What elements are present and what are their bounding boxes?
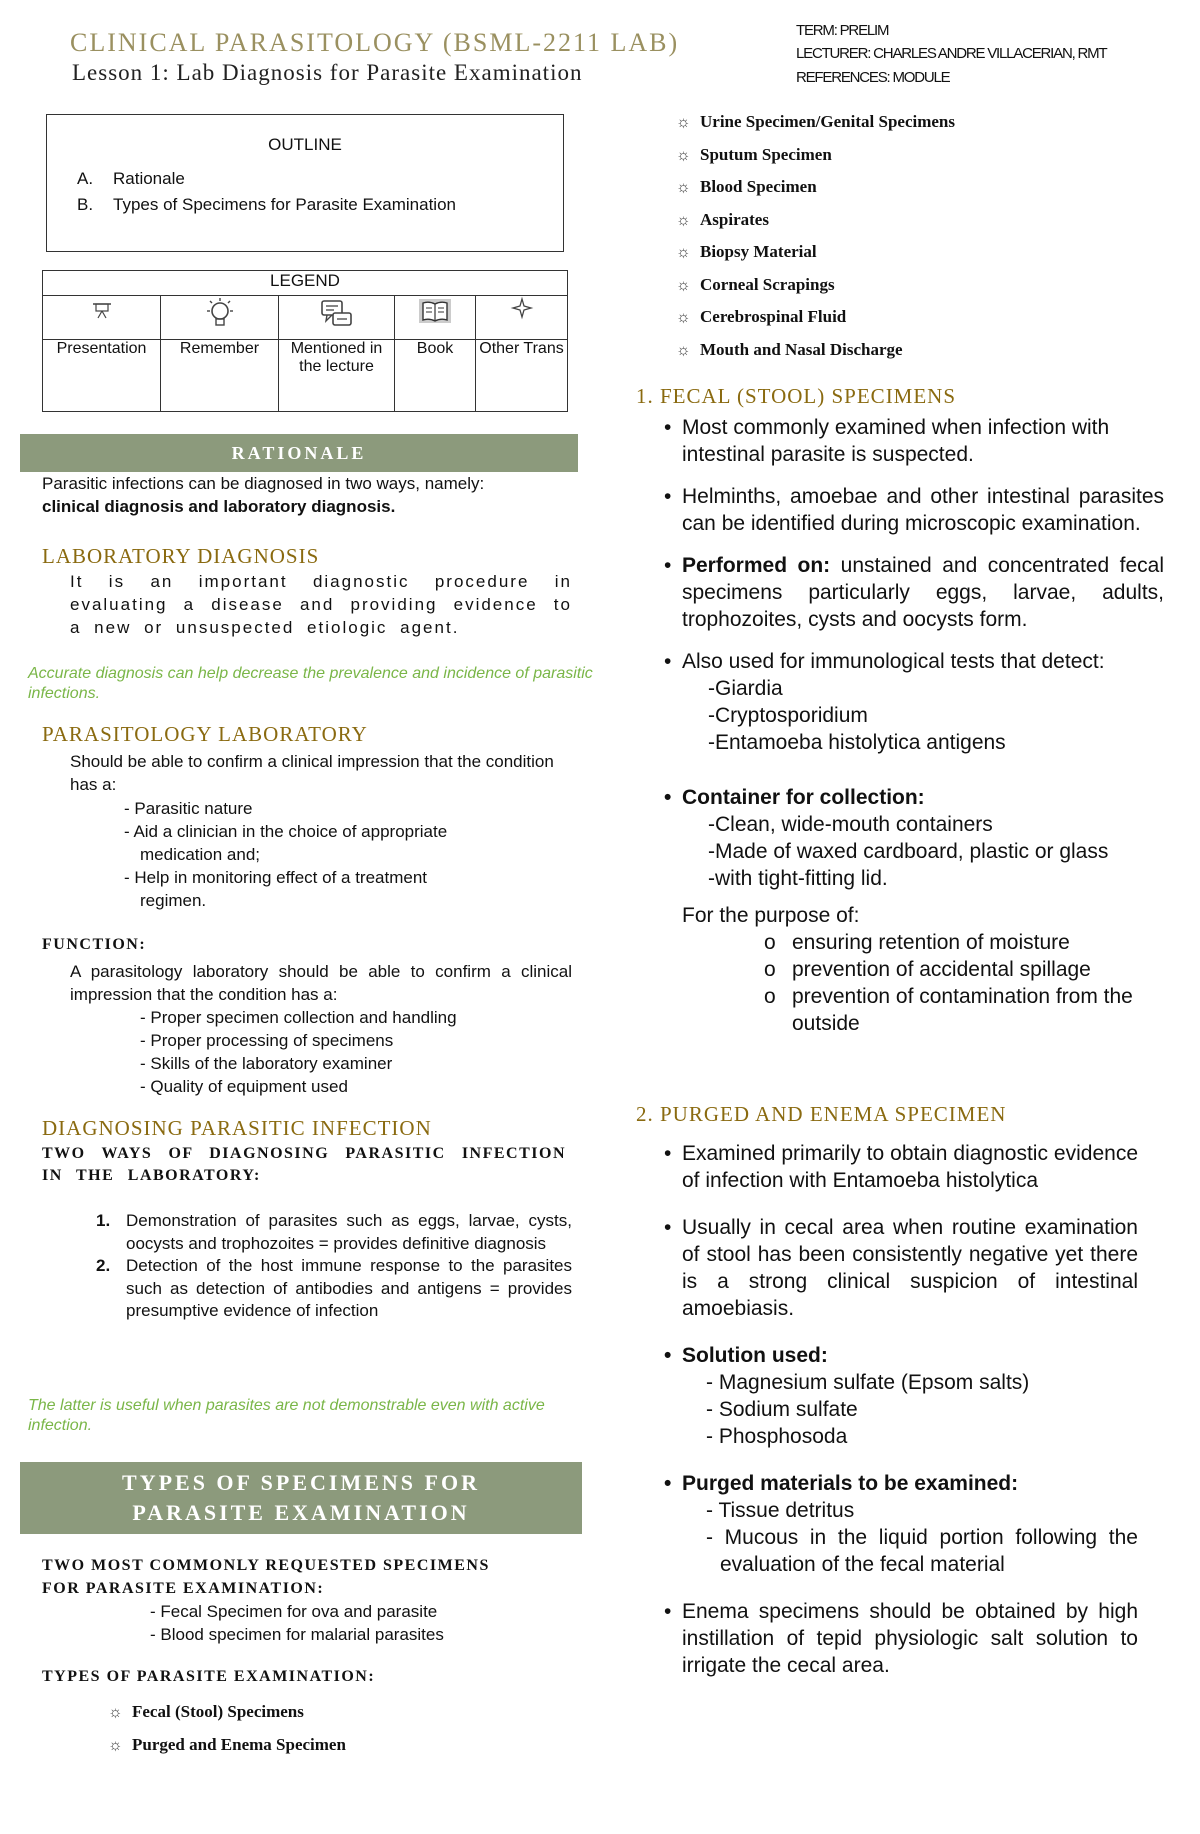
rationale-intro: Parasitic infections can be diagnosed in two ways, namely: clinical diagnosis and laboratory diagnosis. <box>42 474 485 516</box>
lightbulb-icon: ☼ <box>676 309 691 326</box>
legend-label: Other Trans <box>476 340 568 412</box>
lightbulb-icon: ☼ <box>676 114 691 131</box>
exam-types-list-left <box>108 1696 346 1761</box>
outline-item: B. Types of Specimens for Parasite Examination <box>77 195 456 214</box>
list-item: • Performed on: unstained and concentrated fecal specimens particularly eggs, larvae, adults, trophozoites, cysts and oocysts form. <box>664 552 1164 633</box>
list-item: • Solution used: <box>664 1342 1138 1369</box>
list-item: ☼ Cerebrospinal Fluid <box>676 301 955 334</box>
exam-types-heading: TYPES OF PARASITE EXAMINATION: <box>42 1668 376 1685</box>
list-item: ☼ Purged and Enema Specimen <box>108 1729 346 1762</box>
types-banner: TYPES OF SPECIMENS FOR PARASITE EXAMINATION <box>20 1462 582 1534</box>
function-list <box>140 1006 570 1098</box>
list-item: ☼ Aspirates <box>676 204 955 237</box>
purpose-list: o ensuring retention of moisture o prevention of accidental spillage o prevention of contamination from the outside <box>764 931 1133 1035</box>
list-item: - Blood specimen for malarial parasites <box>150 1625 444 1644</box>
list-item: - Proper processing of specimens <box>140 1031 394 1050</box>
list-item: ☼ Urine Specimen/Genital Specimens <box>676 106 955 139</box>
list-item: • Container for collection: <box>664 784 1164 811</box>
lightbulb-icon: ☼ <box>676 179 691 196</box>
solution-list: - Magnesium sulfate (Epsom salts) - Sodium sulfate - Phosphosoda <box>706 1371 1030 1448</box>
purged-section <box>664 1140 1138 1679</box>
parasitology-lab-heading: PARASITOLOGY LABORATORY <box>42 722 368 746</box>
chat-icon <box>279 296 395 340</box>
outline-item: A. Rationale <box>77 169 185 188</box>
list-item: • Also used for immunological tests that detect: <box>664 648 1164 675</box>
lightbulb-icon: ☼ <box>108 1736 123 1754</box>
legend-label: Remember <box>161 340 279 412</box>
lab-diagnosis-text: It is an important diagnostic procedure in evaluating a disease and providing evidence to a new or unsuspected etiologic agent. <box>70 572 572 637</box>
list-item: • Helminths, amoebae and other intestinal parasites can be identified during microscopic examination. <box>664 483 1164 537</box>
course-title: CLINICAL PARASITOLOGY (BSML-2211 LAB) <box>70 28 680 57</box>
fecal-heading: 1. FECAL (STOOL) SPECIMENS <box>636 384 957 408</box>
legend-label: Presentation <box>43 340 161 412</box>
function-heading: FUNCTION: <box>42 936 147 953</box>
list-item: • Usually in cecal area when routine examination of stool has been consistently negative yet there is a strong clinical suspicion of intestinal amoebiasis. <box>664 1214 1138 1322</box>
list-item: ☼ Sputum Specimen <box>676 139 955 172</box>
common-specimens-heading: TWO MOST COMMONLY REQUESTED SPECIMENS FOR PARASITE EXAMINATION: <box>42 1557 490 1597</box>
legend-label: Mentioned in the lecture <box>279 340 395 412</box>
list-item: - Skills of the laboratory examiner <box>140 1054 393 1073</box>
legend-table <box>42 270 568 412</box>
legend-label: Book <box>395 340 476 412</box>
fecal-section <box>664 414 1164 1037</box>
list-item: - Quality of equipment used <box>140 1077 348 1096</box>
lab-diagnosis-heading: LABORATORY DIAGNOSIS <box>42 544 320 568</box>
lightbulb-icon: ☼ <box>676 276 691 294</box>
diagnosing-heading: DIAGNOSING PARASITIC INFECTION <box>42 1116 432 1140</box>
list-item: 1. Demonstration of parasites such as eggs, larvae, cysts, oocysts and trophozoites = provides definitive diagnosis <box>96 1211 572 1253</box>
list-item: - Fecal Specimen for ova and parasite <box>150 1602 438 1621</box>
list-item: • Most commonly examined when infection with intestinal parasite is suspected. <box>664 414 1164 468</box>
lightbulb-icon: ☼ <box>676 146 691 164</box>
outline-title: OUTLINE <box>268 135 342 154</box>
two-ways-heading: TWO WAYS OF DIAGNOSING PARASITIC INFECTION IN THE LABORATORY: <box>42 1145 566 1184</box>
legend-title: LEGEND <box>43 271 568 296</box>
list-item: medication and; <box>140 845 261 864</box>
list-item: regimen. <box>140 891 207 910</box>
list-item: ☼ Corneal Scrapings <box>676 269 955 302</box>
list-item: - Help in monitoring effect of a treatment <box>124 868 428 887</box>
latter-note: The latter is useful when parasites are not demonstrable even with active infection. <box>28 1397 545 1434</box>
outline-box <box>46 114 564 252</box>
container-list: -Clean, wide-mouth containers -Made of waxed cardboard, plastic or glass -with tight-fitting lid. <box>708 813 1109 890</box>
purged-heading: 2. PURGED AND ENEMA SPECIMEN <box>636 1102 1007 1126</box>
list-item: ☼ Blood Specimen <box>676 171 955 204</box>
list-item: • Examined primarily to obtain diagnostic evidence of infection with Entamoeba histolytica <box>664 1140 1138 1194</box>
list-item: - Parasitic nature <box>124 799 253 818</box>
two-ways-list <box>96 1210 572 1323</box>
list-item: - Aid a clinician in the choice of appropriate <box>124 822 448 841</box>
lightbulb-icon: ☼ <box>676 341 691 359</box>
rationale-banner: RATIONALE <box>20 434 578 472</box>
lightbulb-icon <box>161 296 279 340</box>
list-item: • Purged materials to be examined: <box>664 1470 1138 1497</box>
parasitology-lab-list <box>124 797 554 912</box>
lightbulb-icon: ☼ <box>676 211 691 229</box>
lightbulb-icon: ☼ <box>676 244 691 261</box>
fecal-antigen-list: -Giardia -Cryptosporidium -Entamoeba histolytica antigens <box>708 677 1006 754</box>
purged-materials-list: - Tissue detritus - Mucous in the liquid portion following the evaluation of the fecal material <box>706 1499 1138 1576</box>
references-label: REFERENCES: MODULE <box>796 69 950 86</box>
lightbulb-icon: ☼ <box>108 1704 123 1721</box>
sparkle-icon <box>476 296 568 340</box>
list-item: • Enema specimens should be obtained by high instillation of tepid physiologic salt solution to irrigate the cecal area. <box>664 1598 1138 1679</box>
list-item: ☼ Biopsy Material <box>676 236 955 269</box>
exam-types-list-right <box>676 106 955 366</box>
list-item: - Proper specimen collection and handling <box>140 1008 457 1027</box>
parasitology-lab-text: Should be able to confirm a clinical impression that the condition has a: <box>70 752 554 794</box>
list-item: ☼ Fecal (Stool) Specimens <box>108 1696 346 1729</box>
list-item: 2. Detection of the host immune response to the parasites such as detection of antibodies and antigens = provides presumptive evidence of infection <box>96 1256 572 1320</box>
function-text: A parasitology laboratory should be able to confirm a clinical impression that the condition has a: <box>70 962 572 1004</box>
list-item: ☼ Mouth and Nasal Discharge <box>676 334 955 367</box>
lecturer-label: LECTURER: CHARLES ANDRE VILLACERIAN, RMT <box>796 45 1107 62</box>
lesson-title: Lesson 1: Lab Diagnosis for Parasite Examination <box>72 60 583 85</box>
common-specimens-list <box>150 1600 444 1646</box>
book-icon <box>395 296 476 340</box>
lab-diagnosis-note: Accurate diagnosis can help decrease the prevalence and incidence of parasitic infections. <box>28 665 593 702</box>
term-label: TERM: PRELIM <box>796 22 889 39</box>
purpose-label: For the purpose of: <box>682 904 860 927</box>
presentation-icon <box>43 296 161 340</box>
